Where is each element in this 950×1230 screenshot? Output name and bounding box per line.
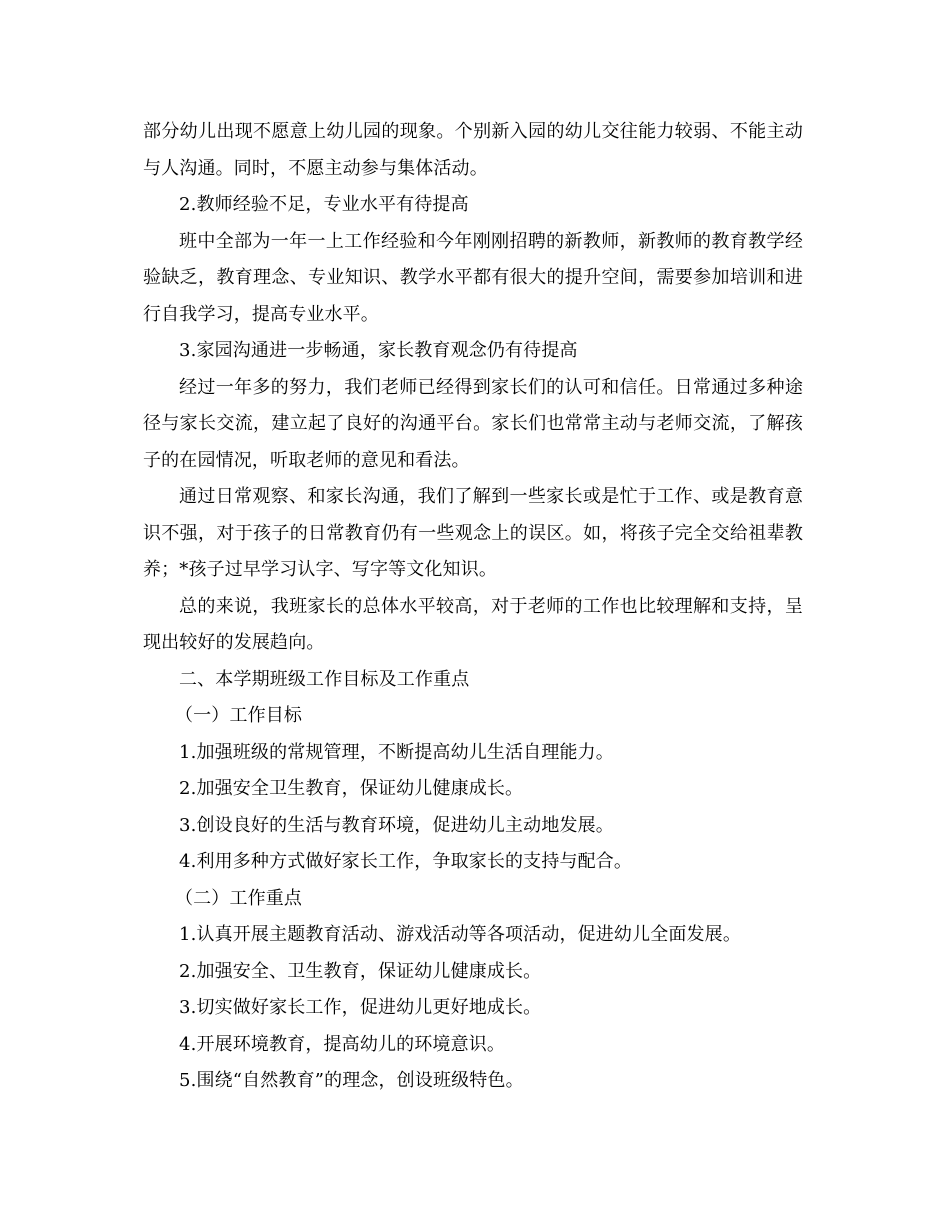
paragraph: 经过一年多的努力，我们老师已经得到家长们的认可和信任。日常通过多种途径与家长交流，建立起了良好的沟通平台。家长们也常常主动与老师交流，了解孩子的在园情况，听取老师的意见和看法。 — [143, 376, 803, 471]
section-heading: 二、本学期班级工作目标及工作重点 — [179, 668, 470, 690]
list-item: 2.加强安全卫生教育，保证幼儿健康成长。 — [179, 778, 524, 799]
list-item: 3.切实做好家长工作，促进幼儿更好地成长。 — [179, 997, 542, 1018]
paragraph: 总的来说，我班家长的总体水平较高，对于老师的工作也比较理解和支持，呈现出较好的发展趋向。 — [143, 595, 803, 653]
list-item: 1.认真开展主题教育活动、游戏活动等各项活动，促进幼儿全面发展。 — [179, 924, 741, 945]
list-item: 5.围绕“自然教育”的理念，创设班级特色。 — [179, 1070, 524, 1091]
paragraph: 班中全部为一年一上工作经验和今年刚刚招聘的新教师，新教师的教育教学经验缺乏，教育理念、专业知识、教学水平都有很大的提升空间，需要参加培训和进行自我学习，提高专业水平。 — [143, 230, 803, 325]
list-item: 2.加强安全、卫生教育，保证幼儿健康成长。 — [179, 960, 542, 982]
paragraph: 通过日常观察、和家长沟通，我们了解到一些家长或是忙于工作、或是教育意识不强，对于孩子的日常教育仍有一些观念上的误区。如，将孩子完全交给祖辈教养；*孩子过早学习认字、写字等文化知识。 — [143, 486, 803, 580]
list-item: 3.创设良好的生活与教育环境，促进幼儿主动地发展。 — [179, 814, 614, 836]
section-heading: 2.教师经验不足，专业水平有待提高 — [179, 194, 469, 215]
subsection-heading: （二）工作重点 — [175, 887, 303, 909]
subsection-heading: （一）工作目标 — [175, 705, 303, 726]
list-item: 4.开展环境教育，提高幼儿的环境意识。 — [179, 1033, 506, 1055]
paragraph: 部分幼儿出现不愿意上幼儿园的现象。个别新入园的幼儿交往能力较弱、不能主动与人沟通。同时，不愿主动参与集体活动。 — [143, 121, 803, 179]
document-body — [143, 114, 803, 1100]
list-item: 4.利用多种方式做好家长工作，争取家长的支持与配合。 — [179, 851, 633, 872]
section-heading: 3.家园沟通进一步畅通，家长教育观念仍有待提高 — [179, 340, 578, 361]
list-item: 1.加强班级的常规管理，不断提高幼儿生活自理能力。 — [179, 741, 614, 763]
